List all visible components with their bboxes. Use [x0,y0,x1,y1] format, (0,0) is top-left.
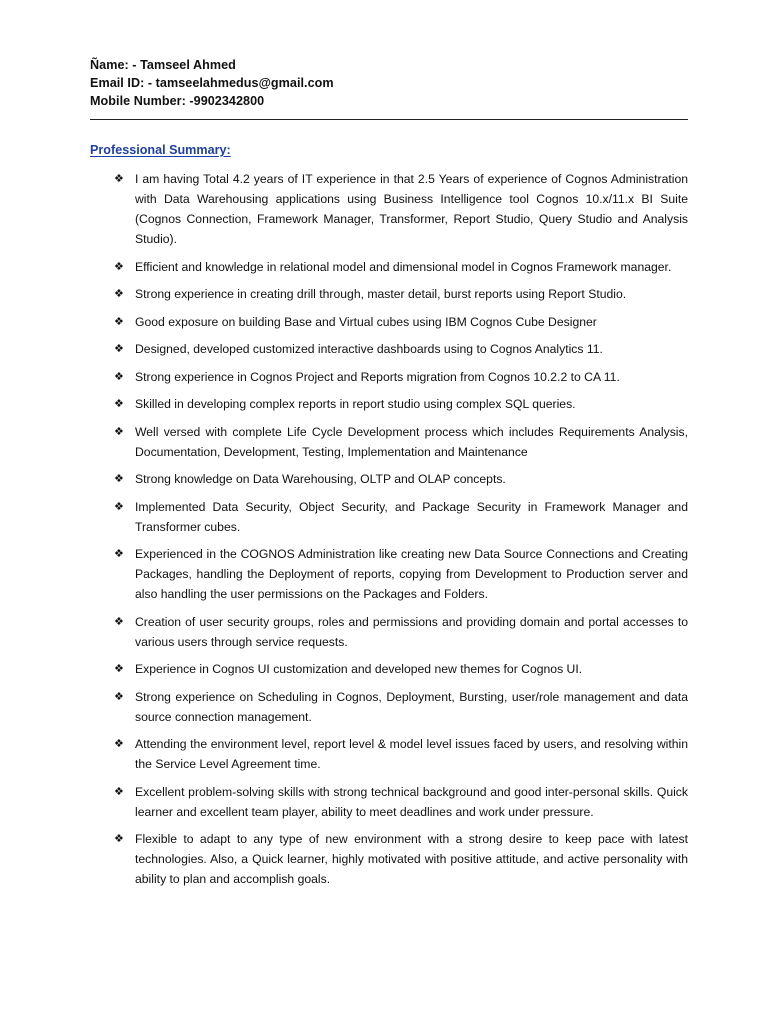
diamond-bullet-icon: ❖ [114,260,124,273]
diamond-bullet-icon: ❖ [114,548,124,560]
list-item-text: Excellent problem-solving skills with strong technical background and good inter-personal skills. Quick learner and excellent team player, ability to meet deadlines and work under pressure. [135,784,688,819]
diamond-bullet-icon: ❖ [114,473,124,485]
diamond-bullet-icon: ❖ [114,173,124,185]
list-item-text: Flexible to adapt to any type of new environment with a strong desire to keep pace with latest technologies. Also, a Quick learner, highly motivated with positive attitude, and active personality with ability to plan and accomplish goals. [135,832,688,886]
list-item [90,497,688,537]
list-item-text: Experience in Cognos UI customization and developed new themes for Cognos UI. [135,662,583,676]
candidate-email: Email ID: - tamseelahmedus@gmail.com [90,76,334,90]
diamond-bullet-icon: ❖ [114,833,124,845]
list-item-text: Good exposure on building Base and Virtual cubes using IBM Cognos Cube Designer [135,314,597,329]
list-item-text: Creation of user security groups, roles and permissions and providing domain and portal accesses to various users through service requests. [135,614,688,649]
diamond-bullet-icon: ❖ [114,370,124,383]
list-item-text: Strong knowledge on Data Warehousing, OLTP and OLAP concepts. [135,472,506,486]
list-item-text: Skilled in developing complex reports in report studio using complex SQL queries. [135,397,576,411]
list-item [90,829,688,889]
candidate-mobile: Mobile Number: -9902342800 [90,94,265,108]
list-item-text: Strong experience in Cognos Project and Reports migration from Cognos 10.2.2 to CA 11. [135,369,620,384]
diamond-bullet-icon: ❖ [114,398,124,410]
list-item [90,612,688,652]
list-item [90,169,688,249]
list-item [90,394,688,414]
list-item [90,687,688,727]
list-item [90,422,688,462]
candidate-name: Ñame: - Tamseel Ahmed [90,58,236,72]
list-item-text: I am having Total 4.2 years of IT experience in that 2.5 Years of experience of Cognos Administration with Data Warehousing applications using Business Intelligence tool Cognos 10.x/11.x BI Suite (Cognos Connection, Framework Manager, Transformer, Report Studio, Query Studio and Analysis Studio). [135,172,688,246]
list-item-text: Designed, developed customized interactive dashboards using to Cognos Analytics 11. [135,342,603,356]
list-item [90,469,688,489]
list-item [90,312,688,332]
diamond-bullet-icon: ❖ [114,500,124,513]
list-item [90,782,688,822]
list-item [90,734,688,774]
diamond-bullet-icon: ❖ [114,315,124,328]
list-item-text: Strong experience on Scheduling in Cognos, Deployment, Bursting, user/role management and data source connection management. [135,689,688,724]
list-item-text: Experienced in the COGNOS Administration like creating new Data Source Connections and Creating Packages, handling the Deployment of reports, copying from Development to Production server and also handling the user permissions on the Packages and Folders. [135,547,688,601]
professional-summary-list [90,169,688,889]
section-title-professional-summary: Professional Summary: [90,143,231,157]
list-item-text: Efficient and knowledge in relational model and dimensional model in Cognos Framework manager. [135,259,672,274]
diamond-bullet-icon: ❖ [114,288,124,300]
diamond-bullet-icon: ❖ [114,425,124,438]
diamond-bullet-icon: ❖ [114,615,124,628]
list-item-text: Well versed with complete Life Cycle Development process which includes Requirements Analysis, Documentation, Development, Testing, Implementation and Maintenance [135,424,688,459]
list-item [90,544,688,604]
list-item [90,284,688,304]
list-item-text: Attending the environment level, report level & model level issues faced by users, and resolving within the Service Level Agreement time. [135,737,688,771]
diamond-bullet-icon: ❖ [114,785,124,798]
list-item [90,257,688,277]
diamond-bullet-icon: ❖ [114,343,124,355]
diamond-bullet-icon: ❖ [114,690,124,703]
list-item-text: Strong experience in creating drill through, master detail, burst reports using Report Studio. [135,287,627,301]
diamond-bullet-icon: ❖ [114,663,124,675]
diamond-bullet-icon: ❖ [114,738,124,750]
header-divider [90,119,688,120]
list-item [90,659,688,679]
list-item [90,339,688,359]
list-item [90,367,688,387]
list-item-text: Implemented Data Security, Object Security, and Package Security in Framework Manager and Transformer cubes. [135,499,688,534]
